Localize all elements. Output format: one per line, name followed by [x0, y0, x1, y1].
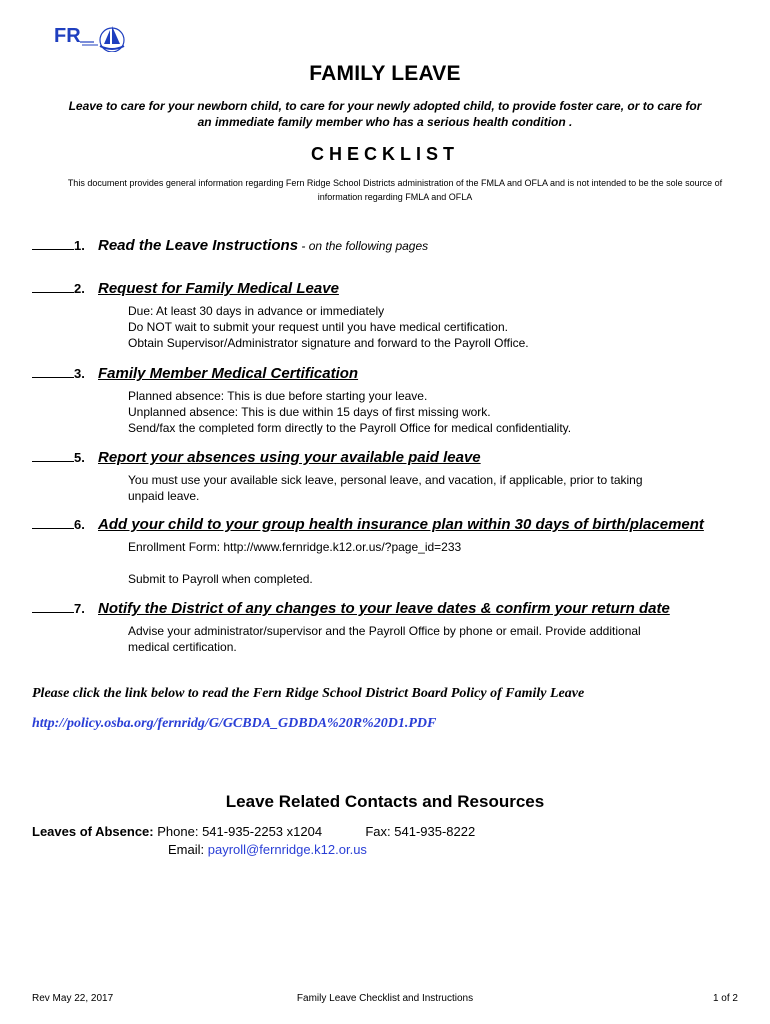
item-number: 7. — [74, 601, 85, 616]
checklist-item-7 — [32, 599, 732, 655]
item-number: 5. — [74, 450, 85, 465]
contacts-heading: Leave Related Contacts and Resources — [225, 792, 545, 811]
item-title: Request for Family Medical Leave — [98, 280, 339, 297]
item-description: You must use your available sick leave, personal leave, and vacation, if applicable, prior to taking unpaid leave. — [128, 473, 643, 503]
checklist-heading: CHECKLIST — [311, 144, 459, 164]
item-title: Report your absences using your available paid leave — [98, 449, 481, 466]
footer-revision: Rev May 22, 2017 — [32, 993, 114, 1004]
item-title: Add your child to your group health insurance plan within 30 days of birth/placement — [98, 516, 704, 533]
checkbox-blank[interactable] — [32, 279, 74, 293]
item-description: Planned absence: This is due before starting your leave. Unplanned absence: This is due within 15 days of first missing work. Send/fax the completed form directly to the Payroll Office for medical confidentiality. — [128, 389, 572, 435]
item-title: Notify the District of any changes to your leave dates & confirm your return date — [98, 600, 670, 617]
checkbox-blank[interactable] — [32, 599, 74, 613]
checklist-item-1 — [32, 236, 732, 256]
checkbox-blank[interactable] — [32, 515, 74, 529]
phone-value: 541-935-2253 x1204 — [202, 824, 323, 839]
contacts-block — [32, 823, 475, 859]
item-description: Advise your administrator/supervisor and the Payroll Office by phone or email. Provide additional medical certification. — [128, 624, 641, 654]
item-number: 2. — [74, 281, 85, 296]
fax-value: 541-935-8222 — [394, 824, 476, 839]
item-title: Family Member Medical Certification — [98, 365, 359, 382]
fax-label: Fax: — [365, 824, 391, 839]
email-link[interactable]: payroll@fernridge.k12.or.us — [207, 842, 367, 857]
logo-text: FR — [54, 25, 81, 47]
checkbox-blank[interactable] — [32, 236, 74, 250]
checklist-item-5 — [32, 448, 732, 504]
enrollment-form-link[interactable]: Enrollment Form: http://www.fernridge.k12.or.us/?page_id=233 — [128, 540, 462, 554]
page-subtitle: Leave to care for your newborn child, to care for your newly adopted child, to provide foster care, or to care for an immediate family member who has a serious health condition . — [68, 99, 702, 129]
district-logo — [54, 22, 128, 52]
item-title: Read the Leave Instructions - on the following pages — [98, 237, 429, 254]
intro-text: This document provides general information regarding Fern Ridge School Districts administration of the FMLA and OFLA and is not intended to be the sole source of information regarding FMLA and OFLA — [67, 178, 723, 202]
item-description: Due: At least 30 days in advance or immediately Do NOT wait to submit your request until you have medical certification. Obtain Supervisor/Administrator signature and forward to the Payroll Office. — [128, 304, 529, 350]
email-label: Email: — [168, 842, 205, 857]
checkbox-blank[interactable] — [32, 364, 74, 378]
policy-instruction: Please click the link below to read the Fern Ridge School District Board Policy of Family Leave — [32, 686, 585, 701]
checklist-item-3 — [32, 364, 732, 436]
checklist-item-2 — [32, 279, 732, 351]
policy-link[interactable]: http://policy.osba.org/fernridg/G/GCBDA_GDBDA%20R%20D1.PDF — [32, 716, 437, 731]
page-title: FAMILY LEAVE — [309, 62, 461, 85]
checkbox-blank[interactable] — [32, 448, 74, 462]
checklist-item-6 — [32, 515, 732, 587]
item-description: Enrollment Form: http://www.fernridge.k12.or.us/?page_id=233 Submit to Payroll when completed. — [128, 539, 732, 587]
item-number: 1. — [74, 238, 85, 253]
phone-label: Phone: — [157, 824, 199, 839]
footer-doc-title: Family Leave Checklist and Instructions — [296, 993, 474, 1004]
item-number: 3. — [74, 366, 85, 381]
item-number: 6. — [74, 517, 85, 532]
leaves-label: Leaves of Absence: — [32, 824, 154, 839]
item-note: - on the following pages — [298, 239, 429, 253]
footer-page-number: 1 of 2 — [712, 993, 738, 1004]
